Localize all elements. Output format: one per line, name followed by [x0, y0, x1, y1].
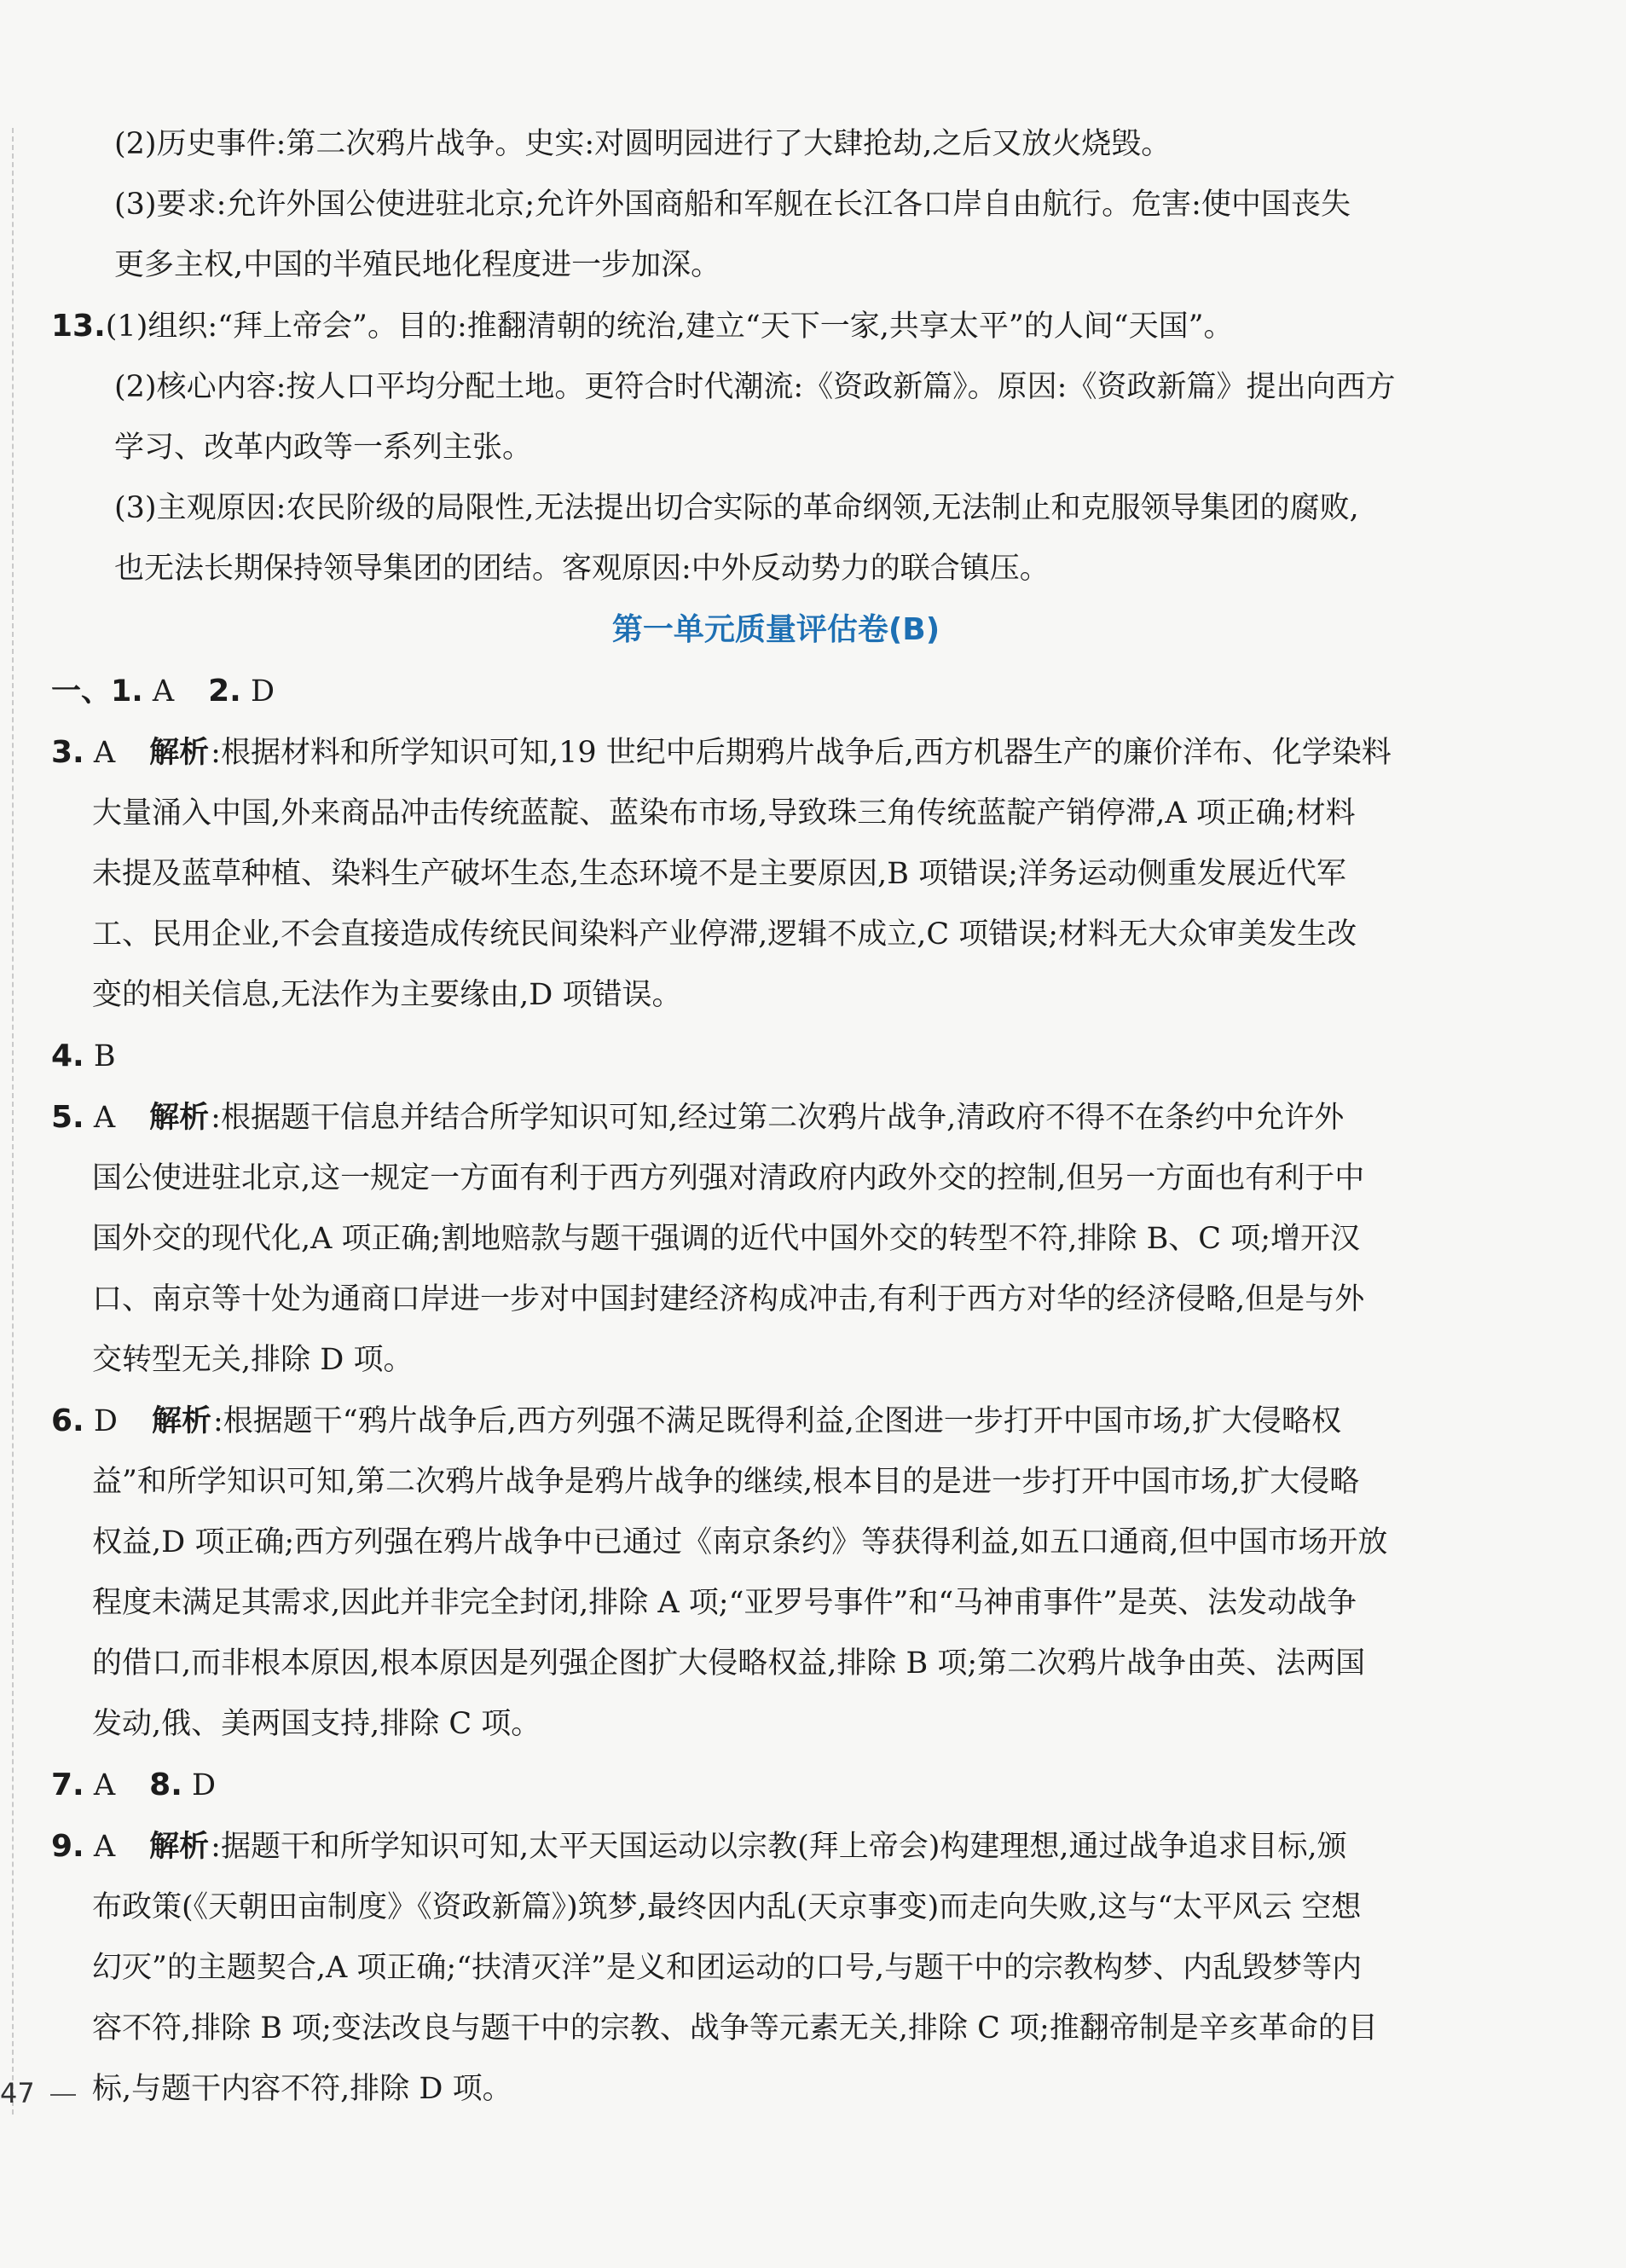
q5-text-1: 国公使进驻北京,这一规定一方面有利于西方列强对清政府内政外交的控制,但另一方面也有利于中	[92, 1161, 1365, 1195]
q9-line-0	[51, 1816, 1501, 1877]
q5-number: 5.	[51, 1100, 84, 1135]
q3-text-2: 未提及蓝草种植、染料生产破坏生态,生态环境不是主要原因,B 项错误;洋务运动侧重发展近代军	[92, 857, 1346, 891]
q12-part2: (2)历史事件:第二次鸦片战争。史实:对圆明园进行了大肆抢劫,之后又放火烧毁。	[114, 127, 1172, 161]
q7-number: 7.	[51, 1768, 84, 1802]
q6-text-0: :根据题干“鸦片战争后,西方列强不满足既得利益,企图进一步打开中国市场,扩大侵略权	[212, 1404, 1342, 1438]
q13-line1	[51, 296, 1501, 357]
q9-analysis-label: 解析	[149, 1830, 210, 1864]
q5-text-4: 交转型无关,排除 D 项。	[92, 1343, 414, 1377]
q9-text-1: 布政策(《天朝田亩制度》《资政新篇》)筑梦,最终因内乱(天京事变)而走向失败,这与“太平风云 空想	[92, 1890, 1362, 1924]
q1-number: 1.	[111, 674, 143, 709]
q5-text-3: 口、南京等十处为通商口岸进一步对中国封建经济构成冲击,有利于西方对华的经济侵略,但是与外	[92, 1282, 1365, 1316]
page-footer	[0, 2077, 76, 2109]
q2-number: 2.	[208, 674, 241, 709]
footer-dash	[50, 2094, 76, 2096]
q9-text-3: 容不符,排除 B 项;变法改良与题干中的宗教、战争等元素无关,排除 C 项;推翻帝制是辛亥革命的目	[92, 2011, 1378, 2045]
q6-text-4: 的借口,而非根本原因,根本原因是列强企图扩大侵略权益,排除 B 项;第二次鸦片战争由英、法两国	[92, 1646, 1366, 1681]
q6-text-3: 程度未满足其需求,因此并非完全封闭,排除 A 项;“亚罗号事件”和“马神甫事件”是英、法发动战争	[92, 1586, 1357, 1620]
q5-analysis-label: 解析	[149, 1101, 210, 1135]
q1-answer: A	[152, 674, 175, 709]
q3-analysis-label: 解析	[149, 736, 210, 770]
q3-text-0: :根据材料和所学知识可知,19 世纪中后期鸦片战争后,西方机器生产的廉价洋布、化学染料	[211, 736, 1392, 770]
q9-text-0: :据题干和所学知识可知,太平天国运动以宗教(拜上帝会)构建理想,通过战争追求目标,颁	[211, 1830, 1347, 1864]
q13-part2-line1: (2)核心内容:按人口平均分配土地。更符合时代潮流:《资政新篇》。原因:《资政新篇》提出向西方	[114, 370, 1396, 404]
q4-answer: B	[93, 1039, 116, 1073]
q8-answer: D	[192, 1768, 217, 1802]
q5-answer: A	[93, 1101, 116, 1135]
q9-number: 9.	[51, 1829, 84, 1864]
q12-part3-line2: 更多主权,中国的半殖民地化程度进一步加深。	[114, 248, 721, 282]
question-7-8	[51, 1755, 1501, 1816]
question-13	[51, 296, 1501, 599]
q3-text-1: 大量涌入中国,外来商品冲击传统蓝靛、蓝染布市场,导致珠三角传统蓝靛产销停滞,A 项正确;材料	[92, 796, 1356, 830]
binding-margin-line	[12, 128, 14, 2115]
q5-text-0: :根据题干信息并结合所学知识可知,经过第二次鸦片战争,清政府不得不在条约中允许外	[211, 1101, 1345, 1135]
q5-text-2: 国外交的现代化,A 项正确;割地赔款与题干强调的近代中国外交的转型不符,排除 B、C 项;增开汉	[92, 1222, 1360, 1256]
question-4	[51, 1026, 1501, 1087]
q6-analysis-label: 解析	[151, 1404, 211, 1438]
q3-number: 3.	[51, 735, 84, 770]
q6-line-0	[51, 1391, 1501, 1452]
q6-text-5: 发动,俄、美两国支持,排除 C 项。	[92, 1707, 541, 1741]
q7-answer: A	[93, 1768, 116, 1802]
q13-number: 13.	[51, 309, 106, 344]
q13-part1: (1)组织:“拜上帝会”。目的:推翻清朝的统治,建立“天下一家,共享太平”的人间“天国”。	[105, 310, 1234, 344]
question-9	[51, 1816, 1501, 2120]
q8-number: 8.	[149, 1768, 182, 1802]
q6-text-1: 益”和所学知识可知,第二次鸦片战争是鸦片战争的继续,根本目的是进一步打开中国市场,扩大侵略	[92, 1465, 1360, 1499]
q6-number: 6.	[51, 1403, 84, 1438]
question-3	[51, 722, 1501, 1026]
q13-part2-line2: 学习、改革内政等一系列主张。	[114, 431, 533, 465]
q2-answer: D	[250, 674, 275, 709]
q3-line-0	[51, 722, 1501, 784]
q3-answer: A	[93, 736, 116, 770]
q9-text-2: 幻灭”的主题契合,A 项正确;“扶清灭洋”是义和团运动的口号,与题干中的宗教构梦、内乱毁梦等内	[92, 1951, 1363, 1985]
question-6	[51, 1391, 1501, 1755]
section-title: 第一单元质量评估卷(B)	[611, 612, 940, 647]
q3-text-4: 变的相关信息,无法作为主要缘由,D 项错误。	[92, 978, 682, 1012]
question-5	[51, 1087, 1501, 1391]
q13-part3-line1: (3)主观原因:农民阶级的局限性,无法提出切合实际的革命纲领,无法制止和克服领导集团的腐败,	[114, 491, 1359, 525]
part1-label: 一、	[51, 674, 112, 709]
answer-content	[51, 114, 1501, 2120]
q3-text-3: 工、民用企业,不会直接造成传统民间染料产业停滞,逻辑不成立,C 项错误;材料无大众审美发生改	[92, 917, 1357, 952]
q4-number: 4.	[51, 1039, 84, 1073]
q9-text-4: 标,与题干内容不符,排除 D 项。	[92, 2072, 512, 2106]
q9-answer: A	[93, 1830, 116, 1864]
q5-line-0	[51, 1087, 1501, 1148]
q13-part3-line2: 也无法长期保持领导集团的团结。客观原因:中外反动势力的联合镇压。	[114, 552, 1050, 586]
q6-text-2: 权益,D 项正确;西方列强在鸦片战争中已通过《南京条约》等获得利益,如五口通商,但中国市场开放	[92, 1525, 1388, 1559]
q6-answer: D	[93, 1404, 118, 1438]
page-number: 47	[0, 2077, 35, 2109]
part1-q1-q2	[51, 661, 1501, 722]
q12-part3-line1: (3)要求:允许外国公使进驻北京;允许外国商船和军舰在长江各口岸自由航行。危害:使中国丧失	[114, 188, 1351, 222]
